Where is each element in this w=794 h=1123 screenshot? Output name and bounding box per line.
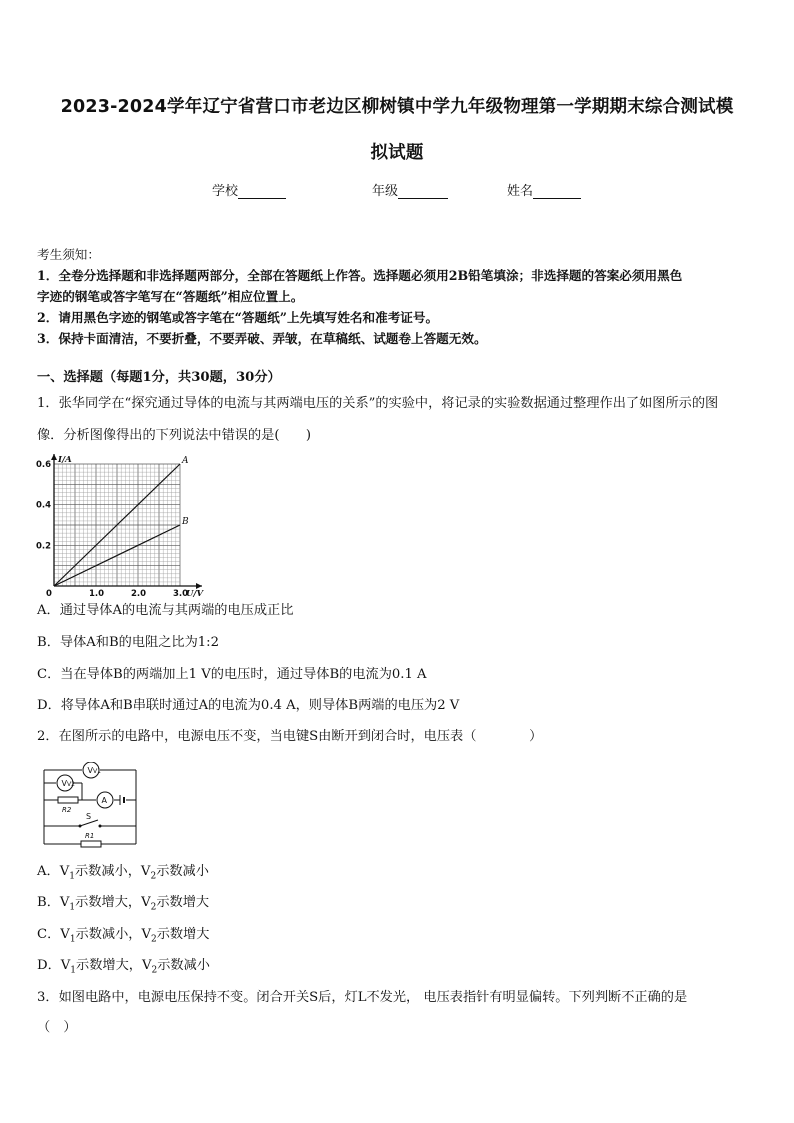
ammeter-label: A (101, 796, 107, 805)
q1-option-c[interactable]: C．当在导体B的两端加上1 V的电压时，通过导体B的电流为0.1 A (37, 667, 427, 682)
q2-circuit-diagram (38, 762, 148, 848)
r2-label: R2 (62, 806, 72, 814)
origin-label: 0 (46, 589, 52, 598)
name-label: 姓名 (507, 184, 534, 199)
y-tick-label: 0.2 (36, 541, 52, 552)
resistor-r2-icon (58, 797, 78, 803)
title-line-1: 2023-2024学年辽宁省营口市老边区柳树镇中学九年级物理第一学期期末综合测试模 (60, 97, 734, 117)
resistor-r1-icon (81, 841, 101, 847)
notice-item: 字迹的钢笔或答字笔写在“答题纸”相应位置上。 (37, 289, 304, 304)
section-header: 一、选择题（每题1分，共30题，30分） (37, 370, 281, 385)
notice-item: 3．保持卡面清洁，不要折叠，不要弄破、弄皱，在草稿纸、试题卷上答题无效。 (37, 331, 487, 346)
grade-field (372, 180, 448, 199)
x-tick-label: 3.0 (173, 589, 189, 598)
q2-option-b[interactable]: B．$V_1$示数增大，$V_2$示数增大 (37, 895, 210, 913)
q3-stem-line-1: 3．如图电路中，电源电压保持不变。闭合开关S后，灯L不发光， 电压表指针有明显偏转。下列判断不正确的是 (37, 990, 688, 1005)
q1-option-a[interactable]: A．通过导体A的电流与其两端的电压成正比 (37, 603, 294, 618)
exam-title (40, 84, 754, 176)
y-axis-arrow (51, 454, 57, 460)
q1-stem-line-2: 像．分析图像得出的下列说法中错误的是( ) (37, 428, 312, 443)
q2-option-d[interactable]: D．$V_1$示数增大，$V_2$示数减小 (37, 958, 210, 976)
q2-option-a[interactable]: A．$V_1$示数减小，$V_2$示数减小 (37, 864, 209, 882)
candidate-notice (37, 244, 757, 349)
grade-blank[interactable] (398, 184, 448, 199)
notice-heading: 考生须知： (37, 247, 100, 262)
name-field (507, 180, 581, 199)
x-axis-label: U/V (186, 589, 204, 598)
grade-label: 年级 (372, 184, 399, 199)
v2-label: VV2 (61, 779, 75, 788)
q2-stem: 2．在图所示的电路中，电源电压不变，当电键S由断开到闭合时，电压表（ ） (37, 729, 543, 744)
school-blank[interactable] (238, 184, 286, 199)
q1-option-d[interactable]: D．将导体A和B串联时通过A的电流为0.4 A，则导体B两端的电压为2 V (37, 698, 460, 713)
series-label-a: A (182, 456, 189, 466)
notice-item: 2．请用黑色字迹的钢笔或答字笔在“答题纸”上先填写姓名和准考证号。 (37, 310, 439, 325)
school-field (212, 180, 286, 199)
name-blank[interactable] (533, 184, 581, 199)
school-label: 学校 (212, 184, 239, 199)
title-line-2: 拟试题 (370, 143, 424, 163)
y-tick-label: 0.4 (36, 500, 52, 511)
series-label-b: B (182, 517, 189, 527)
notice-item: 1．全卷分选择题和非选择题两部分，全部在答题纸上作答。选择题必须用2B铅笔填涂；非选择题的答案必须用黑色 (37, 268, 683, 283)
switch-label: S (86, 812, 92, 821)
q2-option-c[interactable]: C．$V_1$示数减小，$V_2$示数增大 (37, 927, 210, 945)
chart-axes (51, 454, 202, 589)
chart-ticks (36, 455, 205, 598)
y-tick-label: 0.6 (36, 460, 52, 470)
r1-label: R1 (85, 832, 95, 840)
y-axis-label: I/A (58, 455, 72, 465)
q3-stem-line-2: （ ） (37, 1020, 77, 1035)
q1-stem-line-1: 1．张华同学在“探究通过导体的电流与其两端电压的关系”的实验中，将记录的实验数据通过整理作出了如图所示的图 (37, 396, 719, 411)
x-tick-label: 1.0 (89, 589, 105, 598)
x-tick-label: 2.0 (131, 589, 147, 598)
q1-option-b[interactable]: B．导体A和B的电阻之比为1:2 (37, 635, 220, 650)
v1-label: VV1 (87, 766, 101, 775)
iu-graph (34, 450, 214, 598)
